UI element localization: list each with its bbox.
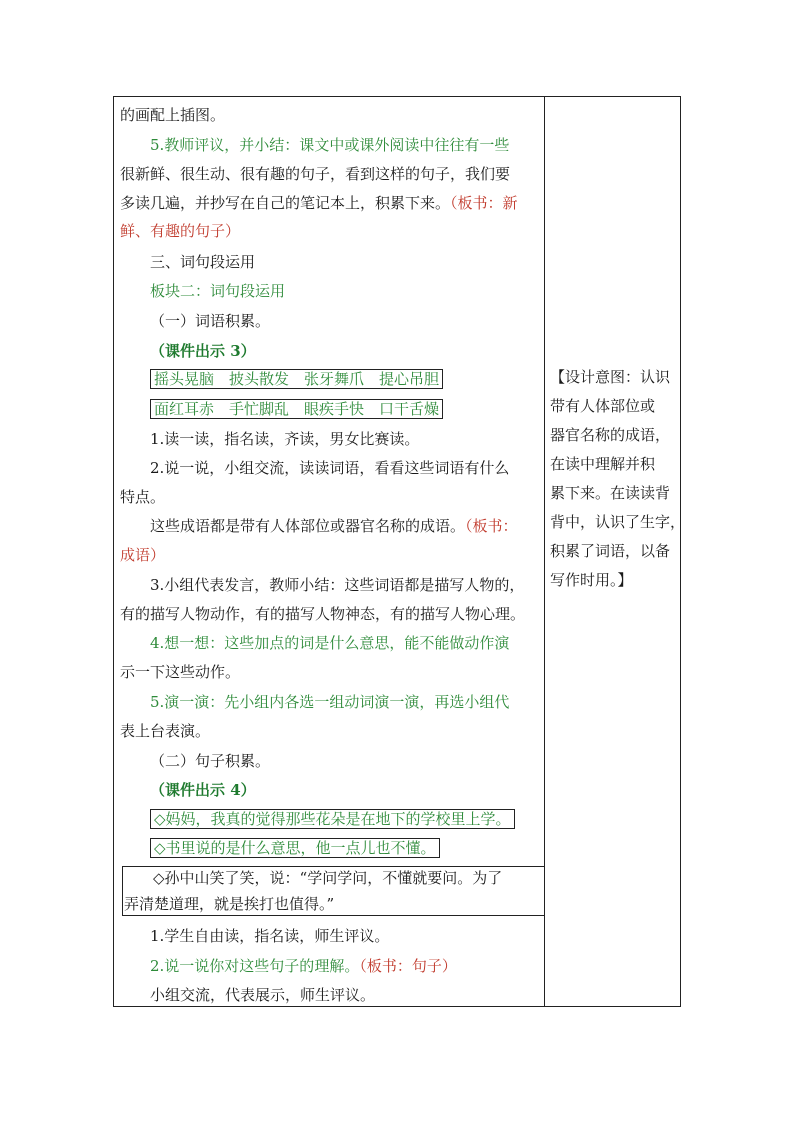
design-intent-line: 积累了词语，以备 <box>550 542 671 560</box>
subsection-heading: （一）词语积累。 <box>150 312 271 330</box>
text-line <box>120 956 457 976</box>
text-line: 特点。 <box>120 488 166 506</box>
courseware-label: （课件出示 3） <box>150 342 256 360</box>
blackboard-note: （板书： <box>465 517 518 535</box>
sentence-box <box>153 838 440 858</box>
sentence: ◇书里说的是什么意思，他一点儿也不懂。 <box>150 838 440 858</box>
text-line: 有的描写人物动作，有的描写人物神态，有的描写人物心理。 <box>120 605 526 623</box>
design-intent-line: 背中，认识了生字， <box>550 513 686 531</box>
subsection-heading: （二）句子积累。 <box>150 752 271 770</box>
idiom-box <box>153 369 443 389</box>
text-line: 3.小组代表发言，教师小结：这些词语都是描写人物的， <box>150 576 525 594</box>
text-segment: 2.说一说你对这些句子的理解。 <box>150 957 360 975</box>
sentence-box <box>153 809 515 829</box>
design-intent-line: 器官名称的成语， <box>550 426 671 444</box>
text-line: 4.想一想：这些加点的词是什么意思，能不能做动作演 <box>150 634 510 652</box>
text-line: 小组交流，代表展示，师生评议。 <box>150 986 376 1004</box>
idiom-row: 摇头晃脑 披头散发 张牙舞爪 提心吊胆 <box>150 369 443 389</box>
text-line: 5.教师评议，并小结：课文中或课外阅读中往往有一些 <box>150 136 510 154</box>
text-line: 表上台表演。 <box>120 722 211 740</box>
text-line <box>120 516 518 536</box>
text-line: 很新鲜、很生动、很有趣的句子，看到这样的句子，我们要 <box>120 165 511 183</box>
sentence: ◇妈妈，我真的觉得那些花朵是在地下的学校里上学。 <box>150 809 515 829</box>
text-line: 示一下这些动作。 <box>120 663 241 681</box>
text-segment: 这些成语都是带有人体部位或器官名称的成语。 <box>150 517 466 535</box>
design-intent-line: 带有人体部位或 <box>550 397 656 415</box>
idiom-row: 面红耳赤 手忙脚乱 眼疾手快 口干舌燥 <box>150 399 443 419</box>
text-line: 的画配上插图。 <box>120 106 226 124</box>
sentence: 弄清楚道理，就是挨打也值得。” <box>124 895 335 913</box>
section-heading: 三、词句段运用 <box>150 253 256 271</box>
sentence: ◇孙中山笑了笑，说：“学问学问，不懂就要问。为了 <box>153 869 503 887</box>
text-line: 1.读一读，指名读，齐读，男女比赛读。 <box>150 430 420 448</box>
courseware-label: （课件出示 4） <box>150 781 256 799</box>
blackboard-note: （板书：新 <box>450 194 518 212</box>
text-line: 2.说一说，小组交流，读读词语，看看这些词语有什么 <box>150 459 510 477</box>
design-intent-line: 写作时用。】 <box>550 571 633 589</box>
blackboard-note: （板书：句子） <box>359 957 457 975</box>
text-line: 1.学生自由读，指名读，师生评议。 <box>150 927 390 945</box>
design-intent-line: 【设计意图：认识 <box>550 368 671 386</box>
blackboard-note: 成语） <box>120 546 166 564</box>
blackboard-note: 鲜、有趣的句子） <box>120 222 241 240</box>
block-heading: 板块二：词句段运用 <box>150 282 286 300</box>
text-line: 5.演一演：先小组内各选一组动词演一演，再选小组代 <box>150 693 510 711</box>
idiom-box <box>153 399 443 419</box>
text-line <box>120 193 518 213</box>
design-intent-line: 累下来。在读读背 <box>550 484 671 502</box>
text-segment: 多读几遍，并抄写在自己的笔记本上，积累下来。 <box>120 194 451 212</box>
lesson-plan-table <box>113 96 686 1007</box>
design-intent-line: 在读中理解并积 <box>550 455 656 473</box>
